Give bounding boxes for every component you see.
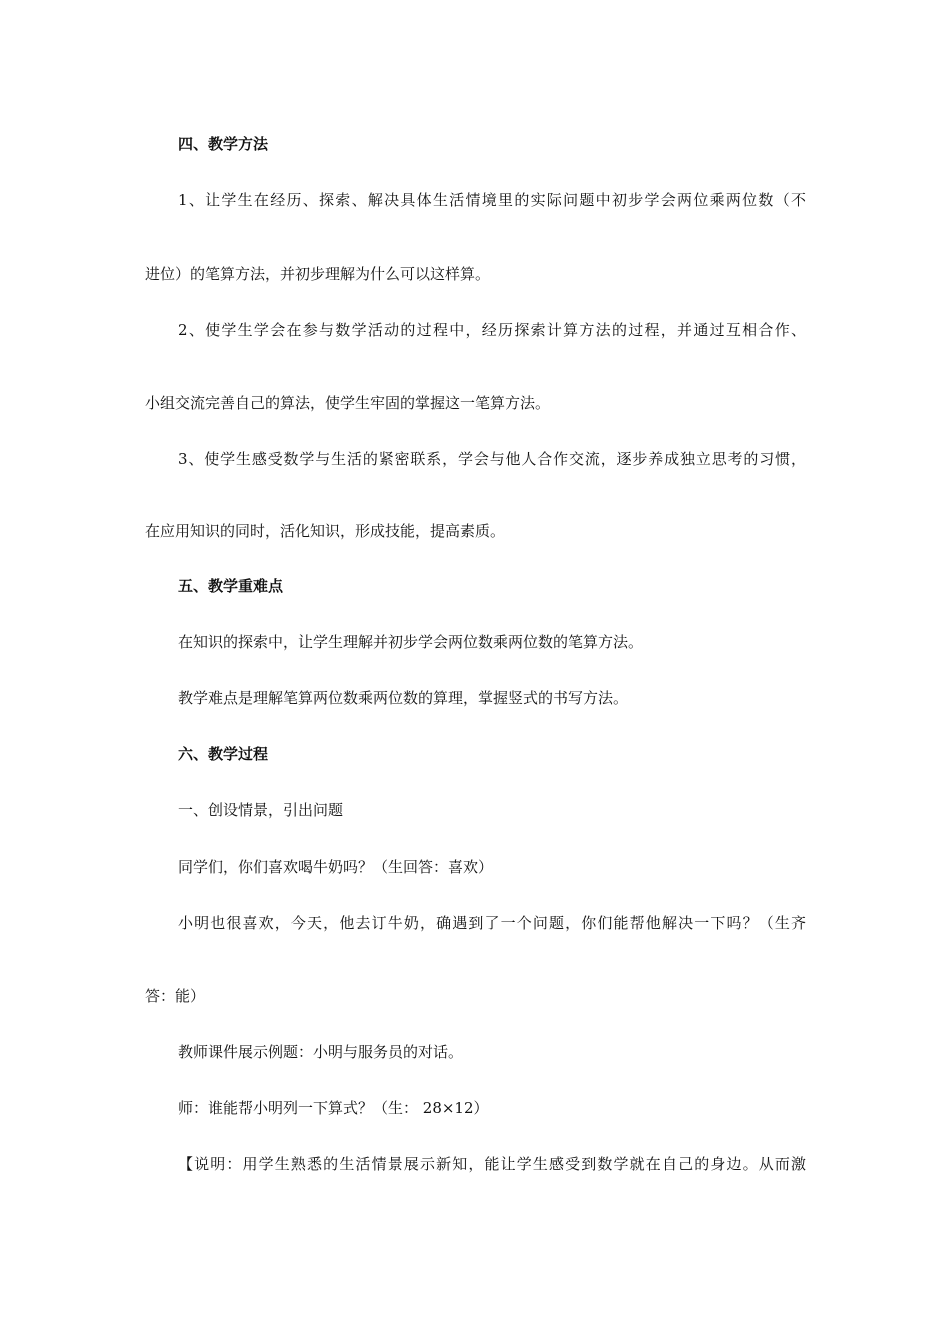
- dialogue-problem-line-2: 答：能）: [145, 987, 206, 1005]
- process-step-1-title: 一、创设情景，引出问题: [178, 801, 344, 819]
- dialogue-formula-question: 师：谁能帮小明列一下算式？（生： 28×12）: [178, 1099, 489, 1117]
- methods-item-3-line-1: 3、使学生感受数学与生活的紧密联系，学会与他人合作交流，逐步养成独立思考的习惯，: [178, 450, 806, 468]
- difficulty-paragraph: 教学难点是理解笔算两位数乘两位数的算理，掌握竖式的书写方法。: [178, 689, 629, 707]
- section-heading-key-points: 五、教学重难点: [178, 577, 284, 595]
- section-heading-teaching-process: 六、教学过程: [178, 745, 269, 763]
- dialogue-question-milk: 同学们，你们喜欢喝牛奶吗？（生回答：喜欢）: [178, 858, 494, 876]
- methods-item-2-line-2: 小组交流完善自己的算法，使学生牢固的掌握这一笔算方法。: [145, 394, 551, 412]
- dialogue-problem-line-1: 小明也很喜欢，今天，他去订牛奶，确遇到了一个问题，你们能帮他解决一下吗？（生齐: [178, 914, 806, 932]
- methods-item-3-line-2: 在应用知识的同时，活化知识，形成技能，提高素质。: [145, 522, 506, 540]
- key-point-paragraph: 在知识的探索中，让学生理解并初步学会两位数乘两位数的笔算方法。: [178, 633, 644, 651]
- methods-item-1-line-2: 进位）的笔算方法，并初步理解为什么可以这样算。: [145, 265, 491, 283]
- section-heading-teaching-methods: 四、教学方法: [178, 135, 269, 153]
- methods-item-2-line-1: 2、使学生学会在参与数学活动的过程中，经历探索计算方法的过程，并通过互相合作、: [178, 321, 806, 339]
- methods-item-1-line-1: 1、让学生在经历、探索、解决具体生活情境里的实际问题中初步学会两位乘两位数（不: [178, 191, 806, 209]
- courseware-example: 教师课件展示例题：小明与服务员的对话。: [178, 1043, 464, 1061]
- explanation-note-line-1: 【说明：用学生熟悉的生活情景展示新知，能让学生感受到数学就在自己的身边。从而激: [178, 1155, 806, 1173]
